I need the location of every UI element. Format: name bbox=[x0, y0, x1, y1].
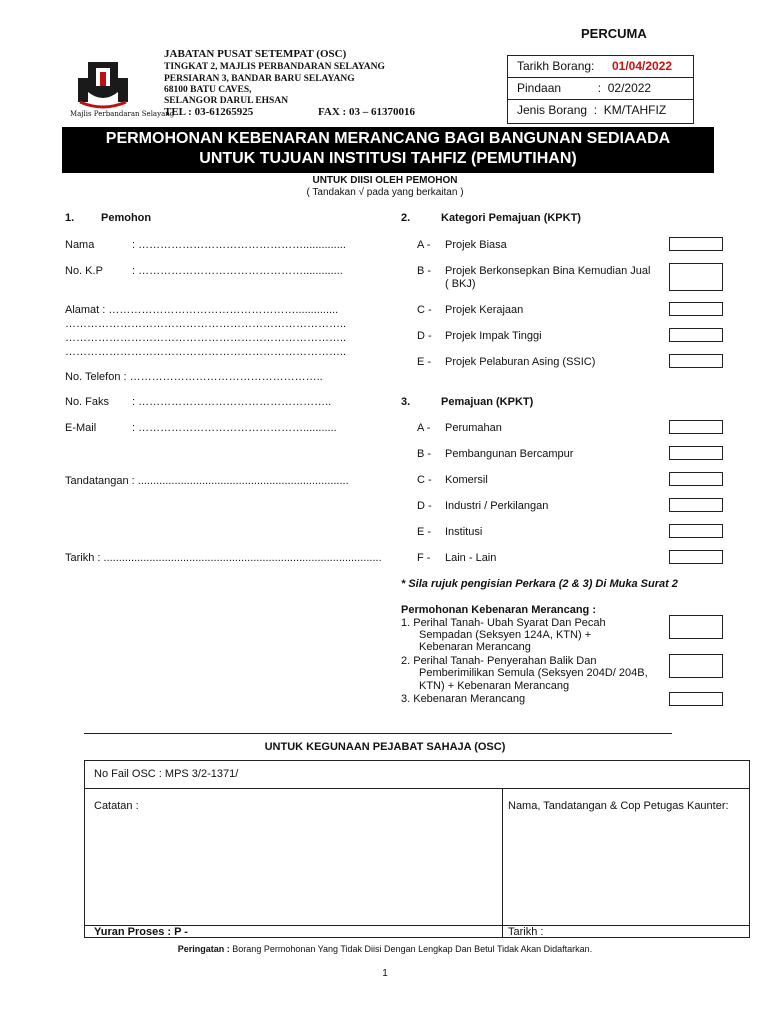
tarikh-borang-value: 01/04/2022 bbox=[612, 59, 673, 73]
pemajuan-code: D - bbox=[417, 500, 432, 512]
pemajuan-checkbox-c[interactable] bbox=[669, 472, 723, 486]
permohonan-item-1-cont: Sempadan (Seksyen 124A, KTN) + bbox=[419, 629, 592, 641]
kategori-checkbox-b[interactable] bbox=[669, 263, 723, 291]
subtitle-2: ( Tandakan √ pada yang berkaitan ) bbox=[306, 187, 464, 198]
page-number: 1 bbox=[382, 968, 388, 979]
pemajuan-note: * Sila rujuk pengisian Perkara (2 & 3) Di Muka Surat 2 bbox=[401, 578, 678, 590]
pemajuan-code: F - bbox=[417, 552, 431, 564]
permohonan-item-2: 2. Perihal Tanah- Penyerahan Balik Dan bbox=[401, 655, 597, 667]
pemajuan-checkbox-b[interactable] bbox=[669, 446, 723, 460]
title-line-2: UNTUK TUJUAN INSTITUSI TAHFIZ (PEMUTIHAN) bbox=[199, 150, 577, 167]
permohonan-item-2-cont: Pemberimilikan Semula (Seksyen 204D/ 204B, bbox=[419, 667, 648, 679]
permohonan-checkbox-3[interactable] bbox=[669, 692, 723, 706]
percuma-label: PERCUMA bbox=[581, 26, 647, 41]
kategori-code: C - bbox=[417, 304, 432, 316]
tarikh-field[interactable]: Tarikh : ........................................................................................... bbox=[65, 552, 382, 564]
peringatan-text: Borang Permohonan Yang Tidak Diisi Dengan Lengkap Dan Betul Tidak Akan Didaftarkan. bbox=[229, 944, 593, 954]
section-2-number: 2. bbox=[401, 212, 411, 224]
peringatan-label: Peringatan : bbox=[177, 944, 230, 954]
permohonan-item-3: 3. Kebenaran Merancang bbox=[401, 693, 526, 705]
kategori-checkbox-e[interactable] bbox=[669, 354, 723, 368]
title-band bbox=[62, 127, 714, 173]
nama-label: Nama bbox=[65, 239, 95, 251]
org-address-1: TINGKAT 2, MAJLIS PERBANDARAN SELAYANG bbox=[164, 62, 385, 72]
kategori-checkbox-d[interactable] bbox=[669, 328, 723, 342]
pemajuan-code: E - bbox=[417, 526, 432, 538]
org-fax: FAX : 03 – 61370016 bbox=[318, 106, 415, 118]
permohonan-item-2-cont: KTN) + Kebenaran Merancang bbox=[419, 680, 570, 692]
office-heading: UNTUK KEGUNAAN PEJABAT SAHAJA (OSC) bbox=[264, 741, 506, 753]
org-name: JABATAN PUSAT SETEMPAT (OSC) bbox=[164, 48, 347, 60]
pemajuan-label: Lain - Lain bbox=[445, 552, 497, 564]
kategori-code: D - bbox=[417, 330, 432, 342]
permohonan-item-1: 1. Perihal Tanah- Ubah Syarat Dan Pecah bbox=[401, 617, 606, 629]
tandatangan-field[interactable]: Tandatangan : ..................................................................... bbox=[65, 475, 349, 487]
org-address-2: PERSIARAN 3, BANDAR BARU SELAYANG bbox=[164, 74, 355, 84]
permohonan-checkbox-1[interactable] bbox=[669, 615, 723, 639]
nokp-field[interactable]: : ………………………………………............. bbox=[132, 265, 343, 277]
jenis-borang: Jenis Borang : KM/TAHFIZ bbox=[517, 103, 667, 117]
section-1-heading: Pemohon bbox=[101, 212, 152, 224]
pemajuan-checkbox-a[interactable] bbox=[669, 420, 723, 434]
pemajuan-label: Industri / Perkilangan bbox=[445, 500, 549, 512]
faks-field[interactable]: : …………………………………………….. bbox=[132, 396, 332, 408]
permohonan-checkbox-2[interactable] bbox=[669, 654, 723, 678]
pemajuan-code: B - bbox=[417, 448, 432, 460]
alamat-field-2[interactable]: ………………………………………………………………….. bbox=[65, 318, 347, 330]
no-fail-osc: No Fail OSC : MPS 3/2-1371/ bbox=[94, 768, 239, 780]
kategori-label: Projek Kerajaan bbox=[445, 304, 524, 316]
pemajuan-label: Institusi bbox=[445, 526, 483, 538]
kategori-label: Projek Berkonsepkan Bina Kemudian Jual bbox=[445, 265, 651, 277]
pemajuan-code: C - bbox=[417, 474, 432, 486]
section-3-number: 3. bbox=[401, 396, 411, 408]
office-col-line bbox=[502, 788, 503, 937]
kategori-label: Projek Impak Tinggi bbox=[445, 330, 542, 342]
pemajuan-checkbox-d[interactable] bbox=[669, 498, 723, 512]
email-label: E-Mail bbox=[65, 422, 97, 434]
pemajuan-code: A - bbox=[417, 422, 431, 434]
info-divider bbox=[507, 77, 694, 78]
logo-caption: Majlis Perbandaran Selayang bbox=[70, 110, 175, 118]
pemajuan-checkbox-f[interactable] bbox=[669, 550, 723, 564]
alamat-field-1[interactable]: Alamat : …………………………………………….............. bbox=[65, 304, 339, 316]
kategori-code: B - bbox=[417, 265, 432, 277]
office-row-line bbox=[84, 788, 750, 789]
section-1-number: 1. bbox=[65, 212, 75, 224]
office-tarikh: Tarikh : bbox=[508, 926, 544, 938]
kategori-label: Projek Biasa bbox=[445, 239, 507, 251]
info-divider bbox=[507, 99, 694, 100]
kategori-code: A - bbox=[417, 239, 431, 251]
tarikh-borang-label: Tarikh Borang: bbox=[517, 59, 595, 73]
pemajuan-label: Komersil bbox=[445, 474, 488, 486]
yuran-proses: Yuran Proses : P - bbox=[94, 926, 188, 938]
kategori-label-cont: ( BKJ) bbox=[445, 278, 476, 290]
pemajuan-label: Perumahan bbox=[445, 422, 502, 434]
pindaan: Pindaan : 02/2022 bbox=[517, 81, 652, 95]
telefon-field[interactable]: No. Telefon : …………………………………………….. bbox=[65, 371, 323, 383]
kategori-label: Projek Pelaburan Asing (SSIC) bbox=[445, 356, 596, 368]
pemajuan-checkbox-e[interactable] bbox=[669, 524, 723, 538]
pemajuan-label: Pembangunan Bercampur bbox=[445, 448, 574, 460]
nama-cop-label: Nama, Tandatangan & Cop Petugas Kaunter: bbox=[508, 800, 729, 812]
permohonan-item-1-cont: Kebenaran Merancang bbox=[419, 641, 531, 653]
org-address-4: SELANGOR DARUL EHSAN bbox=[164, 96, 289, 106]
org-tel: TEL : 03-61265925 bbox=[164, 106, 254, 118]
nokp-label: No. K.P bbox=[65, 265, 103, 277]
title-line-1: PERMOHONAN KEBENARAN MERANCANG BAGI BANGUNAN SEDIAADA bbox=[105, 130, 671, 147]
section-2-heading: Kategori Pemajuan (KPKT) bbox=[441, 212, 581, 224]
alamat-field-3[interactable]: ………………………………………………………………….. bbox=[65, 332, 347, 344]
office-table bbox=[84, 760, 750, 938]
permohonan-heading: Permohonan Kebenaran Merancang : bbox=[401, 604, 596, 616]
alamat-field-4[interactable]: ………………………………………………………………….. bbox=[65, 346, 347, 358]
kategori-checkbox-c[interactable] bbox=[669, 302, 723, 316]
org-address-3: 68100 BATU CAVES, bbox=[164, 85, 252, 95]
kategori-checkbox-a[interactable] bbox=[669, 237, 723, 251]
catatan-label: Catatan : bbox=[94, 800, 139, 812]
office-divider bbox=[84, 733, 672, 734]
section-3-heading: Pemajuan (KPKT) bbox=[441, 396, 534, 408]
faks-label: No. Faks bbox=[65, 396, 110, 408]
subtitle-1: UNTUK DIISI OLEH PEMOHON bbox=[312, 175, 458, 186]
kategori-code: E - bbox=[417, 356, 432, 368]
email-field[interactable]: : ………………………………………........... bbox=[132, 422, 337, 434]
peringatan bbox=[0, 944, 770, 954]
nama-field[interactable]: : ……………………………………….............. bbox=[132, 239, 346, 251]
